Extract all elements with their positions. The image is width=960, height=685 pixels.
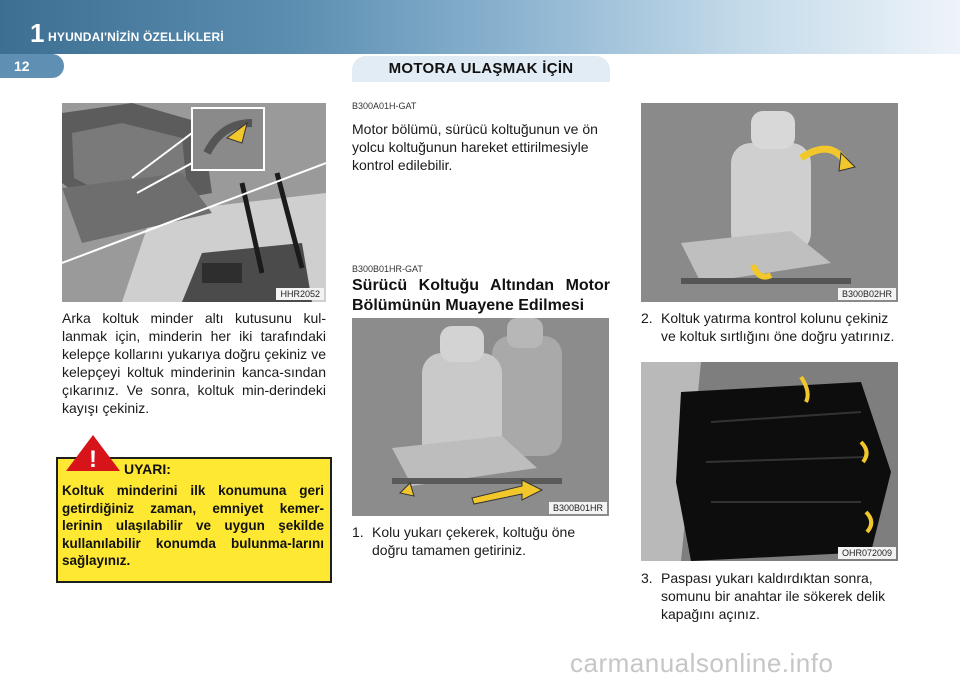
warning-text: Koltuk minderini ilk konumuna geri getirdiğiniz zaman, emniyet kemer-lerinin ulaşılabilir ve uygun şekilde kullanılabilir konumda bulunma-larını sağlayınız. [62,483,324,568]
page-number-tab [0,54,64,78]
front-seat-photo [352,318,609,516]
intro-ref-code: B300A01H-GAT [352,101,417,111]
step-text: Koltuk yatırma kontrol kolunu çekiniz ve koltuk sırtlığını öne doğru yatırınız. [661,310,895,344]
chapter-number: 1 [30,18,45,48]
engine-cover-illustration [641,362,898,561]
subsection-ref-code: B300B01HR-GAT [352,264,423,274]
warning-title: UYARI: [124,461,171,477]
step-number: 2. [641,310,653,326]
photo-code: B300B01HR [549,502,607,514]
step-3 [641,569,899,629]
front-seats-illustration [352,318,609,516]
photo-code: OHR072009 [838,547,896,559]
page-number: 12 [14,58,30,74]
rear-seat-paragraph: Arka koltuk minder altı kutusunu kul-lanmak için, minderin her iki tarafındaki kelepçe kollarını yukarıya doğru çekiniz ve kelepçeyi koltuk minderinin kanca-sından çıkarınız. Ve sonra, koltuk min-derindeki kayışı çekiniz. [62,310,326,416]
photo-code: HHR2052 [276,288,324,300]
step-1 [352,523,610,563]
step-2 [641,309,899,349]
step-number: 1. [352,524,364,540]
subsection-heading: Sürücü Koltuğu Altından Motor Bölümünün Muayene Edilmesi [352,277,610,314]
seat-recline-photo [641,103,898,302]
intro-text: Motor bölümü, sürücü koltuğunun ve ön yolcu koltuğunun hareket ettirilmesiyle kontrol edilebilir. [352,121,598,173]
step-text: Kolu yukarı çekerek, koltuğu öne doğru tamamen getiriniz. [372,524,576,558]
engine-cover-photo [641,362,898,561]
chapter-title: HYUNDAI'NİZİN ÖZELLİKLERİ [48,30,224,44]
step-text: Paspası yukarı kaldırdıktan sonra, somunu bir anahtar ile sökerek delik kapağını açınız. [661,570,886,622]
rear-seat-box-photo [62,103,326,302]
svg-text:!: ! [89,446,97,473]
seat-recline-illustration [641,103,898,302]
warning-icon [64,433,122,473]
section-title: MOTORA ULAŞMAK İÇİN [388,60,574,77]
rear-seat-illustration [62,103,326,302]
photo-code: B300B02HR [838,288,896,300]
watermark: carmanualsonline.info [570,648,834,678]
step-number: 3. [641,570,653,586]
